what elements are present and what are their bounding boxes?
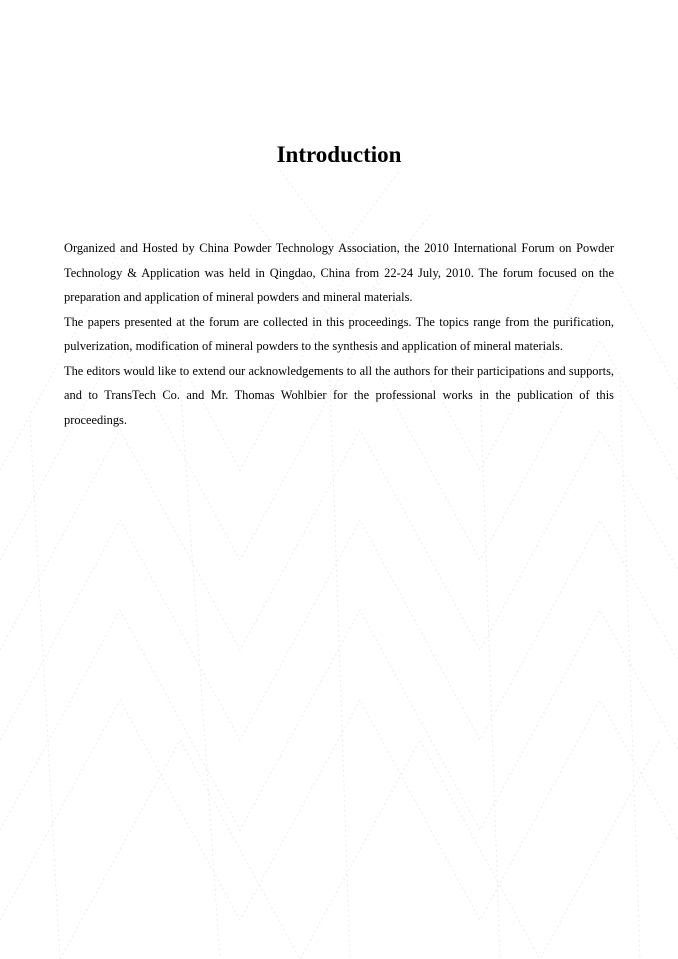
page-title: Introduction [276, 142, 402, 167]
paragraph-3: The editors would like to extend our acknowledgements to all the authors for their participations and supports, and to TransTech Co. and Mr. Thomas Wohlbier for the professional works in the publication of this proceedings. [64, 363, 614, 427]
paragraph-2: The papers presented at the forum are collected in this proceedings. The topics range from the purification, pulverization, modification of mineral powders to the synthesis and application of mineral materials. [64, 314, 614, 353]
body-text [64, 236, 614, 432]
paragraph-1: Organized and Hosted by China Powder Technology Association, the 2010 International Forum on Powder Technology & Application was held in Qingdao, China from 22-24 July, 2010. The forum focused on the preparation and application of mineral powders and mineral materials. [64, 241, 614, 304]
